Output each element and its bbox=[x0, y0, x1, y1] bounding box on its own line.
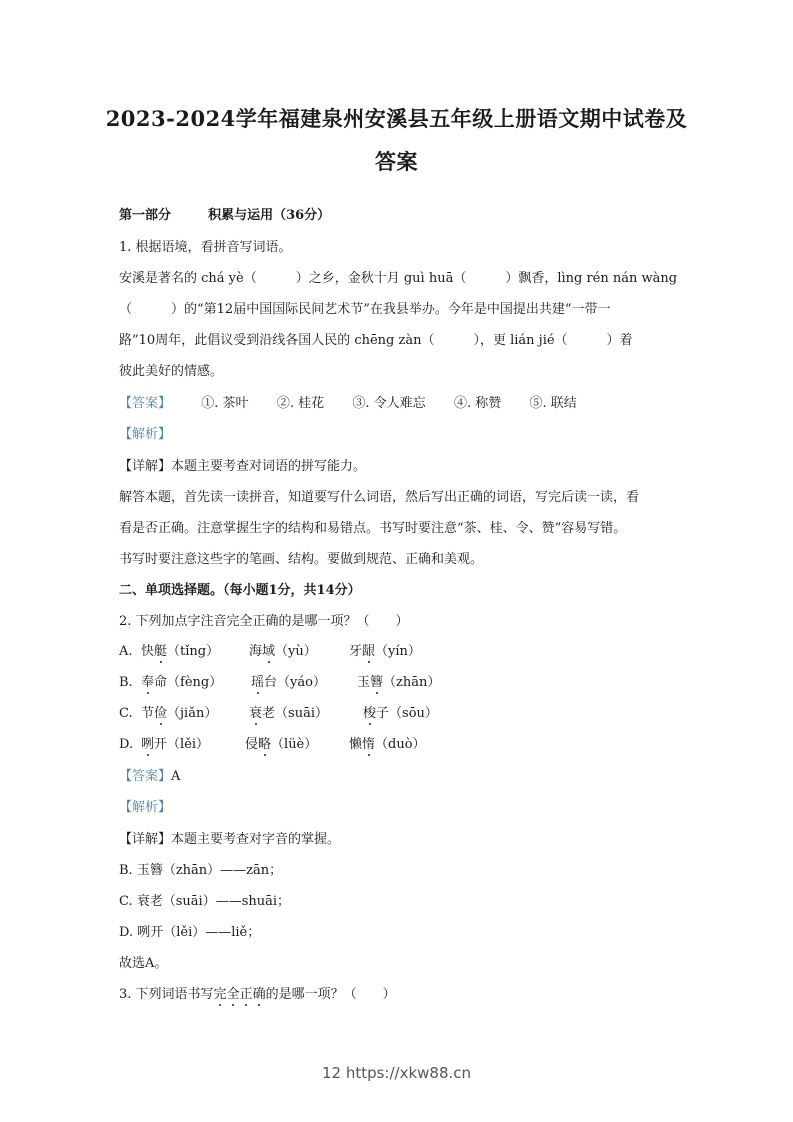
dotted-char: 略 bbox=[258, 737, 272, 752]
detail-text: 本题主要考查对词语的拼写能力。 bbox=[171, 459, 367, 474]
dotted-char: 俭 bbox=[154, 706, 168, 721]
q2-option-a: A. 快艇（tǐng） 海域（yù） 牙龈（yín） bbox=[119, 644, 421, 659]
q3-stem-post: 的是哪一项？（ ） bbox=[265, 987, 396, 1002]
answer-item: ③. 令人难忘 bbox=[352, 396, 426, 411]
q2-detail bbox=[119, 831, 340, 849]
q2-option-d: D. 咧开（lěi） 侵略（lüè） 懒惰（duò） bbox=[119, 737, 426, 752]
dotted-char: 咧 bbox=[141, 737, 155, 752]
answer-label: 【答案】 bbox=[119, 769, 172, 784]
dotted-char: 全 bbox=[226, 987, 240, 1002]
answer-item: ②. 桂花 bbox=[276, 396, 325, 411]
option-label: B. bbox=[119, 675, 133, 690]
dotted-char: 艇 bbox=[154, 644, 168, 659]
q2-correction-b: B. 玉簪（zhān）——zān； bbox=[119, 863, 283, 878]
part1-subheading: 积累与运用（36分） bbox=[208, 208, 331, 223]
section2-heading: 二、单项选择题。（每小题1分，共14分） bbox=[119, 583, 361, 598]
dotted-char: 梭 bbox=[363, 706, 377, 721]
dotted-char: 奉 bbox=[141, 675, 155, 690]
q2-conclusion: 故选A。 bbox=[119, 956, 168, 971]
q2-option-c: C. 节俭（jiǎn） 衰老（suāi） 梭子（sōu） bbox=[119, 706, 438, 721]
page-number: 12 bbox=[321, 1064, 342, 1082]
option-label: D. bbox=[119, 737, 134, 752]
dotted-char: 完 bbox=[213, 987, 227, 1002]
q1-explain-line3: 书写时要注意这些字的笔画、结构。要做到规范、正确和美观。 bbox=[119, 552, 484, 567]
answer-item: ①. 茶叶 bbox=[201, 396, 249, 411]
dotted-char: 惰 bbox=[362, 737, 376, 752]
answer-item: ④. 称赞 bbox=[453, 396, 502, 411]
q1-answer-row bbox=[119, 395, 577, 413]
page-footer bbox=[0, 1064, 793, 1082]
q1-analysis-label: 【解析】 bbox=[119, 427, 172, 442]
dotted-char: 瑶 bbox=[251, 675, 265, 690]
q1-text-line2: （ ）的“第12届中国国际民间艺术节”在我县举办。今年是中国提出共建“一带一 bbox=[119, 302, 611, 317]
option-label: A. bbox=[119, 644, 133, 659]
dotted-char: 簪 bbox=[370, 675, 384, 690]
detail-text: 本题主要考查对字音的掌握。 bbox=[171, 832, 341, 847]
dotted-char: 域 bbox=[262, 644, 276, 659]
detail-label: 【详解】 bbox=[119, 832, 172, 847]
dotted-char: 衰 bbox=[249, 706, 263, 721]
q2-answer-row bbox=[119, 768, 180, 786]
answer-value: A bbox=[171, 769, 181, 784]
q3-stem bbox=[119, 986, 396, 1004]
q3-stem-pre: 3. 下列词语书写 bbox=[119, 987, 214, 1002]
q1-explain-line1: 解答本题，首先读一读拼音，知道要写什么词语，然后写出正确的词语，写完后读一读，看 bbox=[119, 490, 640, 505]
detail-label: 【详解】 bbox=[119, 459, 172, 474]
answer-item: ⑤. 联结 bbox=[529, 396, 577, 411]
q2-analysis-label: 【解析】 bbox=[119, 800, 172, 815]
q1-text-line4: 彼此美好的情感。 bbox=[119, 364, 224, 379]
q2-correction-d: D. 咧开（lěi）——liě； bbox=[119, 925, 261, 940]
q1-detail bbox=[119, 458, 366, 476]
dotted-char: 确 bbox=[252, 987, 266, 1002]
document-title-line1: 2023-2024学年福建泉州安溪县五年级上册语文期中试卷及 bbox=[105, 106, 688, 131]
q1-explain-line2: 看是否正确。注意掌握生字的结构和易错点。书写时要注意“茶、桂、令、赞”容易写错。 bbox=[119, 521, 627, 536]
dotted-char: 龈 bbox=[362, 644, 376, 659]
option-label: C. bbox=[119, 706, 133, 721]
document-title-line2: 答案 bbox=[375, 149, 418, 174]
q1-text-line3: 路”10周年，此倡议受到沿线各国人民的 chēng zàn（ ），更 lián jié（ ）着 bbox=[119, 333, 633, 348]
q2-correction-c: C. 衰老（suāi）——shuāi； bbox=[119, 894, 291, 909]
footer-url[interactable]: https://xkw88.cn bbox=[345, 1064, 472, 1082]
answer-label: 【答案】 bbox=[119, 396, 172, 411]
q1-stem: 1. 根据语境，看拼音写词语。 bbox=[119, 240, 292, 255]
q2-stem: 2. 下列加点字注音完全正确的是哪一项？（ ） bbox=[119, 614, 409, 629]
q2-option-b: B. 奉命（fèng） 瑶台（yáo） 玉簪（zhān） bbox=[119, 675, 441, 690]
part1-heading-row bbox=[119, 207, 330, 225]
part1-heading: 第一部分 bbox=[119, 208, 172, 223]
dotted-char: 正 bbox=[239, 987, 253, 1002]
q1-text-line1: 安溪是著名的 chá yè（ ）之乡，金秋十月 guì huā（ ）飘香，lìng rén nán wàng bbox=[119, 271, 678, 286]
